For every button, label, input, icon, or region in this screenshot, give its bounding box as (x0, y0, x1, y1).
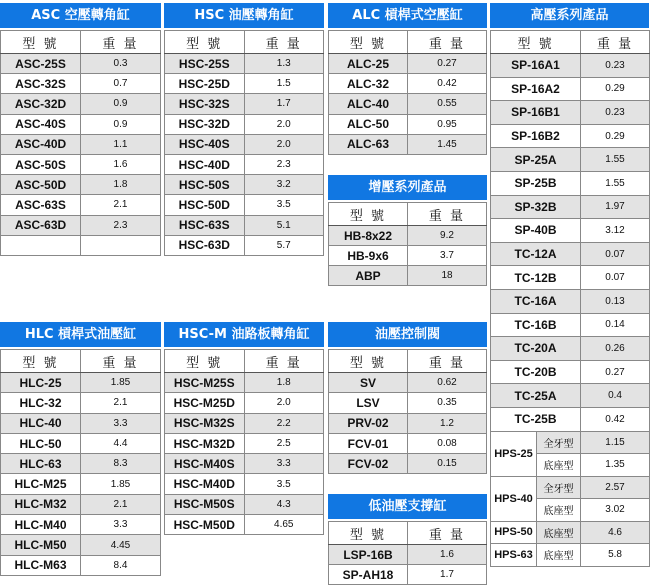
table-row (491, 54, 650, 78)
model-cell: HLC-M40 (1, 515, 81, 535)
table-row (329, 266, 487, 286)
table-row (329, 393, 487, 413)
model-cell: LSP-16B (329, 545, 408, 565)
weight-cell: 4.4 (81, 433, 161, 453)
model-cell: ASC-63D (1, 215, 81, 235)
model-cell: HSC-63S (165, 215, 245, 235)
table-row (491, 242, 650, 266)
table-row (329, 373, 487, 393)
model-cell: SP-32B (491, 195, 581, 219)
weight-cell: 0.95 (408, 114, 487, 134)
model-cell: FCV-02 (329, 454, 408, 474)
model-cell: HSC-M40D (165, 474, 245, 494)
variant-cell: 底座型 (537, 499, 581, 522)
weight-cell: 3.3 (81, 413, 161, 433)
weight-cell: 2.2 (244, 413, 324, 433)
table-row (1, 175, 161, 195)
model-cell: SP-AH18 (329, 565, 408, 585)
table-row (491, 171, 650, 195)
model-cell: HSC-M40S (165, 454, 245, 474)
weight-cell: 1.35 (581, 454, 650, 477)
column-header-weight: 重 量 (244, 31, 324, 54)
model-cell: HLC-M32 (1, 494, 81, 514)
weight-cell: 1.8 (81, 175, 161, 195)
weight-cell: 0.9 (81, 114, 161, 134)
weight-cell: 0.15 (408, 454, 487, 474)
weight-cell: 1.6 (408, 545, 487, 565)
model-cell: HLC-63 (1, 454, 81, 474)
model-cell: TC-12A (491, 242, 581, 266)
table-row (491, 124, 650, 148)
table-row (1, 94, 161, 114)
model-cell: TC-16B (491, 313, 581, 337)
table-row (165, 393, 324, 413)
table-row (165, 54, 324, 74)
model-cell (1, 235, 81, 255)
weight-cell: 1.55 (581, 171, 650, 195)
weight-cell: 0.23 (581, 101, 650, 125)
column-header-model: 型 號 (1, 350, 81, 373)
table-row (165, 515, 324, 535)
weight-cell: 0.14 (581, 313, 650, 337)
table-row (1, 555, 161, 575)
model-cell: HPS-63 (491, 544, 537, 567)
weight-cell: 0.35 (408, 393, 487, 413)
table-row (491, 219, 650, 243)
column-header-model: 型 號 (1, 31, 81, 54)
weight-cell: 1.6 (81, 154, 161, 174)
weight-cell: 5.8 (581, 544, 650, 567)
panel-asc (0, 3, 161, 256)
table-row (1, 74, 161, 94)
table-row (1, 474, 161, 494)
model-cell: SP-16A1 (491, 54, 581, 78)
model-cell: HSC-40D (165, 154, 245, 174)
model-cell: ASC-40D (1, 134, 81, 154)
weight-cell: 5.1 (244, 215, 324, 235)
table-row (329, 74, 487, 94)
model-cell: HB-8x22 (329, 226, 408, 246)
weight-cell: 9.2 (408, 226, 487, 246)
weight-cell: 0.3 (81, 54, 161, 74)
weight-cell: 1.7 (408, 565, 487, 585)
panel-title: 低油壓支撐缸 (328, 494, 487, 519)
header-row (491, 31, 650, 54)
panel-booster (328, 175, 487, 286)
weight-cell: 0.62 (408, 373, 487, 393)
model-cell: HSC-50D (165, 195, 245, 215)
model-cell: ASC-40S (1, 114, 81, 134)
model-cell: HSC-32D (165, 114, 245, 134)
column-header-model: 型 號 (329, 522, 408, 545)
weight-cell: 1.1 (81, 134, 161, 154)
model-cell: HSC-M25S (165, 373, 245, 393)
variant-cell: 底座型 (537, 521, 581, 544)
header-row (165, 350, 324, 373)
weight-table (328, 521, 487, 585)
weight-cell: 2.57 (581, 476, 650, 499)
panel-high (490, 3, 649, 567)
model-cell: TC-25A (491, 384, 581, 408)
weight-cell: 2.1 (81, 393, 161, 413)
weight-cell: 1.5 (244, 74, 324, 94)
weight-cell: 1.97 (581, 195, 650, 219)
table-row (165, 235, 324, 255)
table-row (165, 474, 324, 494)
table-row (165, 454, 324, 474)
weight-cell: 1.2 (408, 413, 487, 433)
table-row (1, 433, 161, 453)
weight-cell: 0.27 (581, 360, 650, 384)
table-row (1, 134, 161, 154)
model-cell: SP-40B (491, 219, 581, 243)
model-cell: HSC-M50S (165, 494, 245, 514)
weight-cell: 0.23 (581, 54, 650, 78)
weight-cell: 3.2 (244, 175, 324, 195)
table-row (1, 215, 161, 235)
table-row (165, 215, 324, 235)
weight-cell: 0.07 (581, 266, 650, 290)
weight-cell: 0.08 (408, 433, 487, 453)
weight-cell: 4.3 (244, 494, 324, 514)
column-header-weight: 重 量 (408, 31, 487, 54)
table-row (329, 226, 487, 246)
header-row (1, 350, 161, 373)
model-cell: HSC-25D (165, 74, 245, 94)
table-row (1, 494, 161, 514)
column-header-weight: 重 量 (81, 31, 161, 54)
table-row (329, 94, 487, 114)
weight-cell: 3.12 (581, 219, 650, 243)
table-row (491, 360, 650, 384)
weight-cell: 3.5 (244, 474, 324, 494)
weight-cell: 5.7 (244, 235, 324, 255)
model-cell: HLC-50 (1, 433, 81, 453)
weight-cell: 0.55 (408, 94, 487, 114)
model-cell: HSC-50S (165, 175, 245, 195)
table-row (1, 393, 161, 413)
panel-hscm (164, 322, 324, 535)
table-row (491, 195, 650, 219)
model-cell: PRV-02 (329, 413, 408, 433)
model-cell: SP-16A2 (491, 77, 581, 101)
table-row (1, 454, 161, 474)
model-cell: ABP (329, 266, 408, 286)
table-row (329, 454, 487, 474)
table-row (491, 431, 650, 454)
weight-cell: 4.6 (581, 521, 650, 544)
weight-cell: 2.1 (81, 494, 161, 514)
table-row (491, 544, 650, 567)
weight-table (0, 30, 161, 256)
model-cell: ALC-63 (329, 134, 408, 154)
panel-low (328, 494, 487, 585)
weight-cell: 3.5 (244, 195, 324, 215)
table-row (1, 373, 161, 393)
table-row (329, 545, 487, 565)
weight-cell: 3.7 (408, 246, 487, 266)
weight-table (0, 349, 161, 576)
table-row (491, 101, 650, 125)
table-row (329, 413, 487, 433)
model-cell: ALC-40 (329, 94, 408, 114)
weight-table (164, 30, 324, 256)
table-row (491, 476, 650, 499)
table-row (1, 54, 161, 74)
model-cell: HPS-40 (491, 476, 537, 521)
model-cell: HPS-25 (491, 431, 537, 476)
weight-cell: 0.26 (581, 337, 650, 361)
weight-cell: 8.3 (81, 454, 161, 474)
weight-table (328, 202, 487, 286)
weight-cell: 0.27 (408, 54, 487, 74)
panel-hlc (0, 322, 161, 576)
weight-cell: 3.02 (581, 499, 650, 522)
model-cell: ASC-32D (1, 94, 81, 114)
weight-cell: 2.1 (81, 195, 161, 215)
panel-valve (328, 322, 487, 474)
table-row (329, 433, 487, 453)
column-header-weight: 重 量 (81, 350, 161, 373)
header-row (329, 203, 487, 226)
table-row (491, 266, 650, 290)
table-row (491, 407, 650, 431)
weight-table (490, 30, 650, 567)
table-row (1, 235, 161, 255)
weight-cell: 8.4 (81, 555, 161, 575)
table-row (1, 154, 161, 174)
table-row (165, 494, 324, 514)
model-cell: ALC-32 (329, 74, 408, 94)
model-cell: HSC-63D (165, 235, 245, 255)
header-row (329, 522, 487, 545)
column-header-weight: 重 量 (244, 350, 324, 373)
variant-cell: 全牙型 (537, 476, 581, 499)
model-cell: SP-25A (491, 148, 581, 172)
variant-cell: 底座型 (537, 454, 581, 477)
panel-alc (328, 3, 487, 155)
model-cell: ALC-25 (329, 54, 408, 74)
table-row (165, 154, 324, 174)
header-row (1, 31, 161, 54)
table-row (1, 413, 161, 433)
panel-title: 增壓系列產品 (328, 175, 487, 200)
weight-table (328, 30, 487, 155)
variant-cell: 全牙型 (537, 431, 581, 454)
model-cell: TC-25B (491, 407, 581, 431)
table-row (165, 433, 324, 453)
model-cell: TC-20A (491, 337, 581, 361)
weight-cell: 0.29 (581, 124, 650, 148)
model-cell: HLC-25 (1, 373, 81, 393)
table-row (329, 54, 487, 74)
weight-cell: 2.0 (244, 114, 324, 134)
table-row (1, 195, 161, 215)
weight-cell: 1.55 (581, 148, 650, 172)
table-row (491, 289, 650, 313)
weight-cell: 0.13 (581, 289, 650, 313)
weight-cell: 2.3 (81, 215, 161, 235)
column-header-model: 型 號 (165, 31, 245, 54)
column-header-model: 型 號 (491, 31, 581, 54)
header-row (165, 31, 324, 54)
model-cell: ASC-50D (1, 175, 81, 195)
model-cell: SP-16B2 (491, 124, 581, 148)
table-row (165, 114, 324, 134)
column-header-model: 型 號 (329, 203, 408, 226)
weight-cell: 1.85 (81, 373, 161, 393)
weight-cell: 1.45 (408, 134, 487, 154)
weight-cell: 3.3 (81, 515, 161, 535)
column-header-weight: 重 量 (581, 31, 650, 54)
weight-cell: 1.8 (244, 373, 324, 393)
model-cell: TC-12B (491, 266, 581, 290)
column-header-weight: 重 量 (408, 350, 487, 373)
weight-cell: 0.4 (581, 384, 650, 408)
weight-cell: 0.42 (581, 407, 650, 431)
model-cell: HSC-M32D (165, 433, 245, 453)
weight-cell (81, 235, 161, 255)
table-row (491, 521, 650, 544)
header-row (329, 350, 487, 373)
model-cell: HLC-M25 (1, 474, 81, 494)
model-cell: LSV (329, 393, 408, 413)
table-row (329, 134, 487, 154)
weight-table (164, 349, 324, 535)
weight-cell: 1.7 (244, 94, 324, 114)
table-row (491, 313, 650, 337)
variant-cell: 底座型 (537, 544, 581, 567)
model-cell: HLC-32 (1, 393, 81, 413)
panel-title: HLC 槓桿式油壓缸 (0, 322, 161, 347)
weight-cell: 18 (408, 266, 487, 286)
weight-cell: 2.3 (244, 154, 324, 174)
panel-title: ASC 空壓轉角缸 (0, 3, 161, 28)
panel-title: HSC 油壓轉角缸 (164, 3, 324, 28)
column-header-model: 型 號 (329, 31, 408, 54)
table-row (1, 515, 161, 535)
column-header-weight: 重 量 (408, 522, 487, 545)
weight-cell: 0.9 (81, 94, 161, 114)
column-header-weight: 重 量 (408, 203, 487, 226)
panel-title: 高壓系列產品 (490, 3, 649, 28)
weight-cell: 0.7 (81, 74, 161, 94)
model-cell: FCV-01 (329, 433, 408, 453)
table-row (491, 77, 650, 101)
model-cell: HSC-32S (165, 94, 245, 114)
table-row (165, 175, 324, 195)
header-row (329, 31, 487, 54)
table-row (491, 148, 650, 172)
weight-table (328, 349, 487, 474)
table-row (1, 535, 161, 555)
weight-cell: 1.15 (581, 431, 650, 454)
panel-hsc (164, 3, 324, 256)
table-row (329, 246, 487, 266)
panel-title: ALC 槓桿式空壓缸 (328, 3, 487, 28)
table-row (165, 195, 324, 215)
column-header-model: 型 號 (165, 350, 245, 373)
model-cell: ASC-50S (1, 154, 81, 174)
table-row (165, 413, 324, 433)
weight-cell: 0.29 (581, 77, 650, 101)
model-cell: HLC-M50 (1, 535, 81, 555)
model-cell: HB-9x6 (329, 246, 408, 266)
model-cell: HSC-M50D (165, 515, 245, 535)
column-header-model: 型 號 (329, 350, 408, 373)
weight-cell: 1.3 (244, 54, 324, 74)
model-cell: ASC-63S (1, 195, 81, 215)
model-cell: HSC-40S (165, 134, 245, 154)
weight-cell: 4.45 (81, 535, 161, 555)
table-row (165, 74, 324, 94)
weight-cell: 0.07 (581, 242, 650, 266)
model-cell: ALC-50 (329, 114, 408, 134)
model-cell: SP-16B1 (491, 101, 581, 125)
weight-cell: 1.85 (81, 474, 161, 494)
table-row (491, 337, 650, 361)
weight-cell: 0.42 (408, 74, 487, 94)
table-row (165, 373, 324, 393)
table-row (329, 114, 487, 134)
model-cell: HSC-M25D (165, 393, 245, 413)
model-cell: HPS-50 (491, 521, 537, 544)
weight-cell: 4.65 (244, 515, 324, 535)
weight-cell: 2.0 (244, 393, 324, 413)
table-row (1, 114, 161, 134)
model-cell: HSC-M32S (165, 413, 245, 433)
panel-title: HSC-M 油路板轉角缸 (164, 322, 324, 347)
weight-cell: 3.3 (244, 454, 324, 474)
model-cell: HSC-25S (165, 54, 245, 74)
model-cell: ASC-25S (1, 54, 81, 74)
model-cell: HLC-40 (1, 413, 81, 433)
table-row (165, 94, 324, 114)
table-row (165, 134, 324, 154)
model-cell: SP-25B (491, 171, 581, 195)
weight-cell: 2.0 (244, 134, 324, 154)
model-cell: TC-16A (491, 289, 581, 313)
weight-cell: 2.5 (244, 433, 324, 453)
panel-title: 油壓控制閥 (328, 322, 487, 347)
model-cell: SV (329, 373, 408, 393)
table-row (491, 384, 650, 408)
model-cell: ASC-32S (1, 74, 81, 94)
model-cell: HLC-M63 (1, 555, 81, 575)
model-cell: TC-20B (491, 360, 581, 384)
